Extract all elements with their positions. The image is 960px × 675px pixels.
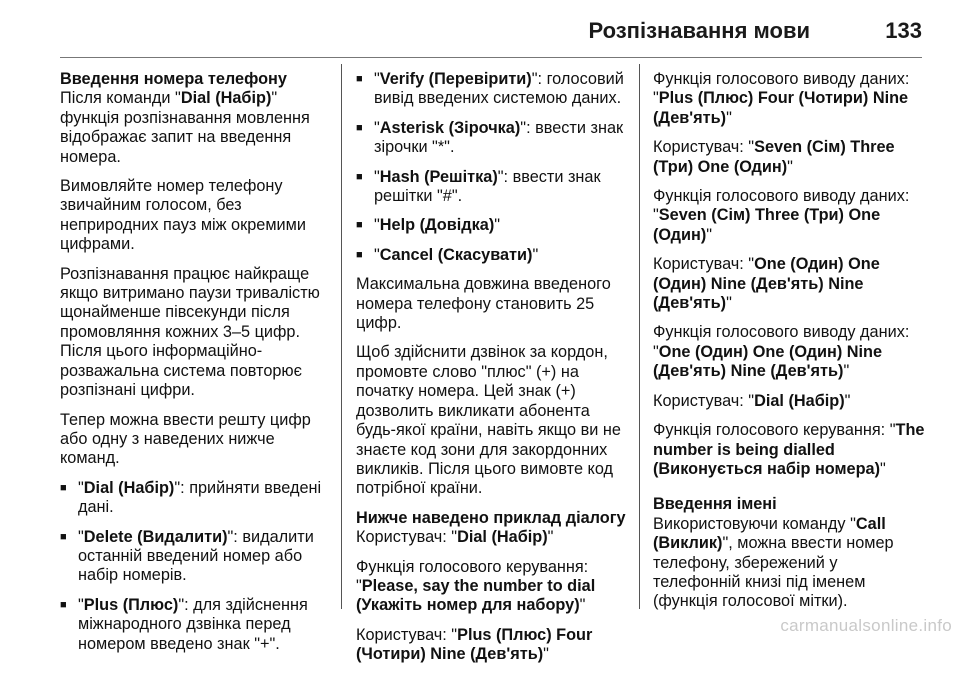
paragraph: Розпізнавання працює найкраще якщо витримано паузи тривалістю щонайменше півсекунди після промовляння кожних 3–5 цифр. Після цього інформаційно-розважальна система повторює розпізнані цифри.: [60, 264, 320, 400]
list-item: ■ "Hash (Решітка)": ввести знак решітки "#".: [356, 168, 632, 207]
list-item: ■ "Dial (Набір)": прийняти введені дані.: [60, 479, 328, 518]
paragraph: Вимовляйте номер телефону звичайним голосом, без неприродних пауз між окремими цифрами.: [60, 177, 306, 254]
column-right: [653, 70, 925, 622]
list-item: ■ "Verify (Перевірити)": голосовий вивід введених системою даних.: [356, 70, 632, 109]
dialog-line: Функція голосового керування: "The number is being dialled (Виконується набір номера)": [653, 421, 925, 478]
dialog-line: Користувач: "Seven (Сім) Three (Три) One (Один)": [653, 138, 895, 176]
column-middle: [356, 70, 632, 675]
dialog-line: Функція голосового виводу даних: "Plus (Плюс) Four (Чотири) Nine (Дев'ять)": [653, 70, 910, 127]
paragraph: Щоб здійснити дзвінок за кордон, промовте слово "плюс" (+) на початку номера. Цей знак (+) дозволить викликати абонента будь-якої країни, навіть якщо ви не знаєте код зони для закордонних викликів. Після цього вимовте код потрібної країни.: [356, 343, 621, 498]
column-left: [60, 70, 328, 664]
list-item: ■ "Delete (Видалити)": видалити останній введений номер або набір номерів.: [60, 528, 328, 586]
dialog-line: Користувач: "Dial (Набір)": [653, 391, 851, 410]
dialog-line: Користувач: "Plus (Плюс) Four (Чотири) Nine (Дев'ять)": [356, 625, 593, 664]
dialog-line: Користувач: "One (Один) One (Один) Nine (Дев'ять) Nine (Дев'ять)": [653, 255, 880, 313]
page-title: Розпізнавання мови: [588, 18, 810, 43]
column-divider: [639, 64, 640, 609]
command-list: [356, 70, 632, 265]
command-list: [60, 479, 328, 654]
list-item: ■ "Cancel (Скасувати)": [356, 246, 632, 265]
paragraph: Використовуючи команду "Call (Виклик)", можна ввести номер телефону, збережений у телефонній книзі під іменем (функція голосової мітки).: [653, 514, 894, 611]
example-heading: Нижче наведено приклад діалогу: [356, 508, 626, 527]
dialog-line: Функція голосового виводу даних: "Seven (Сім) Three (Три) One (Один)": [653, 187, 910, 244]
dialog-line: Функція голосового виводу даних: "One (Один) One (Один) Nine (Дев'ять) Nine (Дев'ять)": [653, 323, 910, 381]
dialog-line: Функція голосового керування: "Please, say the number to dial (Укажіть номер для набору)": [356, 557, 596, 615]
list-item: ■ "Help (Довідка)": [356, 216, 632, 235]
section-heading-name-entry: Введення імені: [653, 495, 777, 514]
paragraph: Тепер можна ввести решту цифр або одну з наведених нижче команд.: [60, 410, 311, 468]
column-divider: [341, 64, 342, 609]
page-number: 133: [885, 18, 922, 43]
watermark: carmanualsonline.info: [780, 616, 952, 635]
paragraph: Максимальна довжина введеного номера телефону становить 25 цифр.: [356, 275, 611, 333]
list-item: ■ "Asterisk (Зірочка)": ввести знак зірочки "*".: [356, 119, 632, 158]
list-item: ■ "Plus (Плюс)": для здійснення міжнародного дзвінка перед номером введено знак "+".: [60, 596, 328, 654]
paragraph: Після команди "Dial (Набір)" функція розпізнавання мовлення відображає запит на введення номера.: [60, 89, 310, 166]
header-divider: [60, 57, 922, 58]
dialog-line: Користувач: "Dial (Набір)": [356, 528, 554, 547]
section-heading-phone-number: Введення номера телефону: [60, 70, 287, 88]
